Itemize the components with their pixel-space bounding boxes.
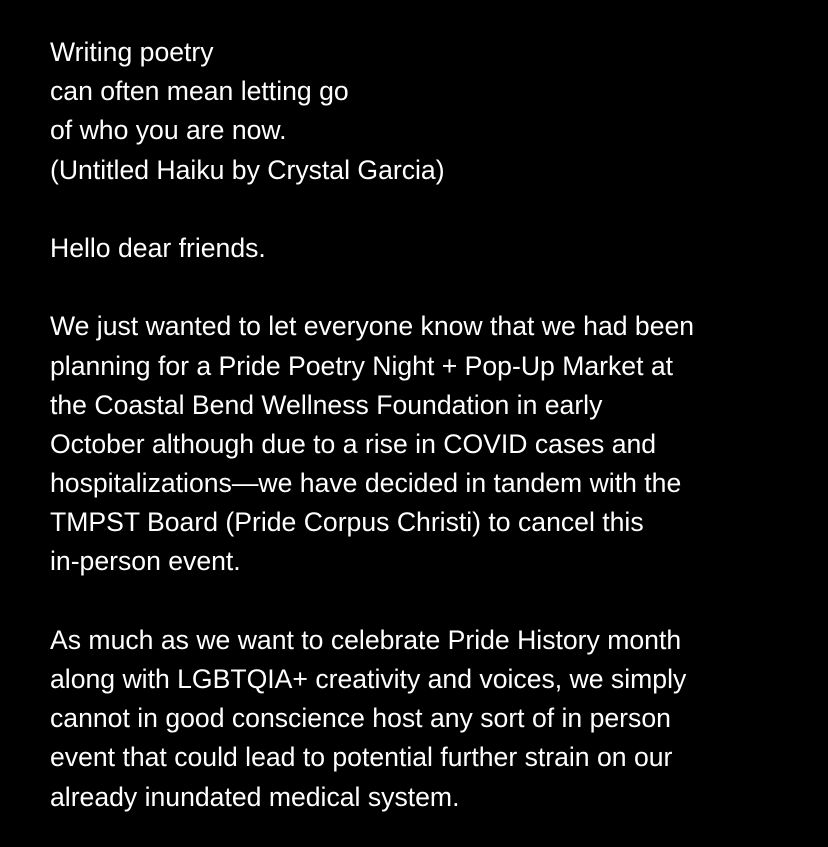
paragraph-line: TMPST Board (Pride Corpus Christi) to cancel this [50,507,644,538]
haiku-line: can often mean letting go [50,76,349,107]
paragraph-explanation [50,621,810,817]
greeting: Hello dear friends. [50,232,266,263]
note-body [50,33,810,817]
paragraph-line: We just wanted to let everyone know that we had been [50,311,695,342]
paragraph-line: in-person event. [50,546,241,577]
paragraph-line: planning for a Pride Poetry Night + Pop-Up Market at [50,350,674,381]
paragraph-spacer [50,582,810,621]
paragraph-line: the Coastal Bend Wellness Foundation in early [50,389,603,420]
paragraph-line: As much as we want to celebrate Pride History month [50,624,682,655]
paragraph-line: event that could lead to potential further strain on our [50,742,673,773]
haiku [50,33,810,190]
haiku-line: of who you are now. [50,115,287,146]
paragraph-line: along with LGBTQIA+ creativity and voices, we simply [50,664,687,694]
haiku-attribution: (Untitled Haiku by Crystal Garcia) [50,154,445,185]
paragraph-spacer [50,190,810,229]
paragraph-line: cannot in good conscience host any sort of in person [50,703,671,734]
paragraph-line: October although due to a rise in COVID cases and [50,428,657,459]
paragraph-line: already inundated medical system. [50,781,460,812]
paragraph-announcement [50,307,810,581]
paragraph-spacer [50,268,810,307]
paragraph-line: hospitalizations—we have decided in tandem with the [50,468,682,499]
haiku-line: Writing poetry [50,37,214,67]
